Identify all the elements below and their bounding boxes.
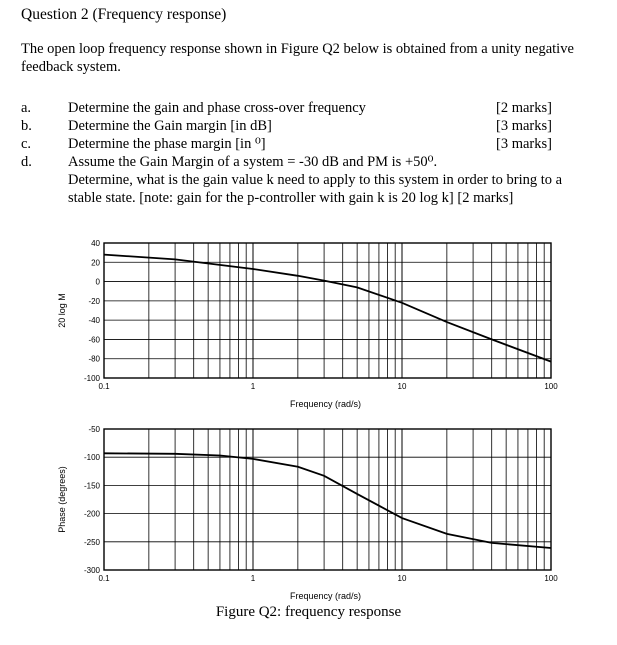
x-axis-label: Frequency (rad/s)	[289, 399, 362, 409]
y-tick-label: -100	[83, 374, 100, 383]
x-tick-label: 10	[397, 382, 407, 391]
figure-caption: Figure Q2: frequency response	[215, 604, 402, 620]
item-text: Determine the gain and phase cross-over frequency	[68, 100, 366, 116]
item-text: Assume the Gain Margin of a system = -30 dB and PM is +50⁰.	[68, 154, 438, 170]
y-tick-label: -200	[83, 509, 100, 519]
question-heading: Question 2 (Frequency response)	[21, 6, 227, 23]
x-axis-label: Frequency (rad/s)	[289, 591, 362, 601]
y-tick-label: -20	[88, 296, 100, 306]
y-tick-label: -50	[88, 425, 100, 434]
item-label: c.	[21, 136, 32, 152]
y-tick-label: 20	[91, 258, 100, 268]
x-tick-label: 1	[250, 382, 256, 391]
marks-a: [2 marks]	[496, 100, 552, 116]
item-text: Determine the Gain margin [in dB]	[68, 118, 272, 134]
item-label: b.	[21, 118, 32, 134]
y-axis-label: 20 log M	[57, 293, 67, 328]
y-tick-label: 40	[91, 239, 100, 248]
plot-frame	[104, 429, 551, 570]
y-tick-label: -60	[88, 335, 100, 345]
series-line	[104, 453, 551, 548]
y-tick-label: -300	[83, 566, 100, 575]
y-tick-label: -40	[88, 316, 100, 326]
y-tick-label: -250	[83, 537, 100, 547]
marks-c: [3 marks]	[496, 136, 552, 152]
series-line	[104, 255, 551, 362]
x-tick-label: 0.1	[98, 382, 110, 391]
y-tick-label: -100	[83, 453, 100, 463]
y-tick-label: -80	[88, 354, 100, 364]
x-tick-label: 10	[397, 574, 407, 583]
item-text: Determine the phase margin [in ⁰]	[68, 136, 266, 152]
x-tick-label: 100	[544, 382, 558, 391]
y-tick-label: -150	[83, 481, 100, 491]
y-axis-label: Phase (degrees)	[57, 466, 67, 533]
x-tick-label: 0.1	[98, 574, 110, 583]
plot-frame	[104, 243, 551, 378]
item-label: a.	[21, 100, 32, 116]
item-d-continuation-1: Determine, what is the gain value k need to apply to this system in order to bring to a	[68, 172, 563, 188]
marks-b: [3 marks]	[496, 118, 552, 134]
item-label: d.	[21, 154, 32, 170]
item-d-continuation-2: stable state. [note: gain for the p-controller with gain k is 20 log k] [2 marks]	[68, 190, 514, 206]
question-intro: The open loop frequency response shown in Figure Q2 below is obtained from a unity negative feedback system.	[21, 41, 574, 75]
x-tick-label: 1	[250, 574, 256, 583]
y-tick-label: 0	[95, 277, 100, 287]
x-tick-label: 100	[544, 574, 558, 583]
